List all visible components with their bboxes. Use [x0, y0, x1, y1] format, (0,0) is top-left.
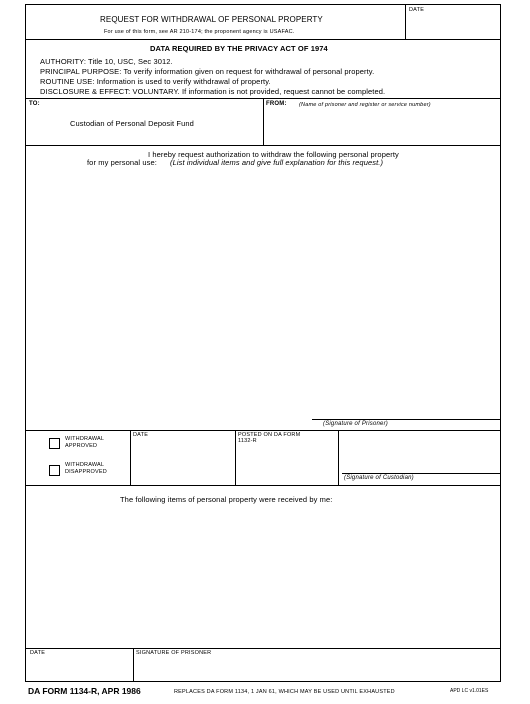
bottom-date-field[interactable]: [28, 658, 132, 681]
posted-label-line2: 1132-R: [238, 438, 257, 444]
custodian-signature-line: [342, 473, 501, 474]
to-from-divider: [263, 98, 264, 145]
posted-label-line1: POSTED ON DA FORM: [238, 432, 301, 438]
custodian-signature-label: (Signature of Custodian): [344, 475, 414, 481]
receipt-text: The following items of personal property were received by me:: [120, 495, 333, 504]
form-number: DA FORM 1134-R, APR 1986: [28, 686, 141, 696]
approval-date-label: DATE: [133, 432, 149, 438]
version-label: APD LC v1.01ES: [450, 688, 489, 694]
header-date-label: DATE: [409, 7, 425, 13]
request-instruction: (List individual items and give full explanation for this request.): [170, 158, 384, 167]
replaces-note: REPLACES DA FORM 1134, 1 JAN 61, WHICH MAY BE USED UNTIL EXHAUSTED: [174, 689, 395, 695]
prisoner-signature-line: [312, 419, 501, 420]
privacy-routine-use: ROUTINE USE: Information is used to verify withdrawal of property.: [40, 77, 271, 86]
prisoner-signature-label: (Signature of Prisoner): [323, 421, 388, 427]
divider: [25, 485, 501, 486]
approval-divider: [130, 430, 131, 485]
bottom-signature-label: SIGNATURE OF PRISONER: [136, 650, 212, 656]
header-date-field[interactable]: [406, 14, 500, 38]
privacy-heading: DATA REQUIRED BY THE PRIVACY ACT OF 1974: [150, 44, 328, 53]
bottom-signature-field[interactable]: [135, 658, 499, 681]
approval-divider: [338, 430, 339, 485]
disapproved-label-line1: WITHDRAWAL: [65, 462, 105, 468]
from-field[interactable]: [266, 110, 498, 143]
approved-label-line1: WITHDRAWAL: [65, 436, 105, 442]
posted-field[interactable]: [237, 446, 337, 484]
to-label: TO:: [29, 101, 40, 107]
privacy-purpose: PRINCIPAL PURPOSE: To verify information given on request for withdrawal of personal property.: [40, 67, 375, 76]
divider: [25, 648, 501, 649]
from-hint: (Name of prisoner and register or service number): [299, 102, 431, 108]
privacy-disclosure: DISCLOSURE & EFFECT: VOLUNTARY. If information is not provided, request cannot be completed.: [40, 87, 386, 96]
divider: [25, 39, 501, 40]
request-line2: for my personal use:: [87, 158, 157, 167]
withdrawal-approved-checkbox[interactable]: [49, 438, 60, 449]
privacy-authority: AUTHORITY: Title 10, USC, Sec 3012.: [40, 57, 173, 66]
from-label: FROM:: [266, 101, 287, 107]
form-title: REQUEST FOR WITHDRAWAL OF PERSONAL PROPERTY: [100, 15, 323, 24]
approval-divider: [235, 430, 236, 485]
divider: [25, 430, 501, 431]
approval-date-field[interactable]: [132, 440, 234, 484]
withdrawal-disapproved-checkbox[interactable]: [49, 465, 60, 476]
request-line1: I hereby request authorization to withdraw the following personal property: [148, 150, 399, 159]
approved-label-line2: APPROVED: [65, 443, 98, 449]
bottom-date-label: DATE: [30, 650, 46, 656]
to-value: Custodian of Personal Deposit Fund: [70, 119, 194, 128]
received-items-field[interactable]: [30, 508, 496, 646]
divider: [25, 145, 501, 146]
bottom-divider: [133, 648, 134, 682]
form-subtitle: For use of this form, see AR 210-174; the proponent agency is USAFAC.: [104, 29, 295, 35]
disapproved-label-line2: DISAPPROVED: [65, 469, 107, 475]
request-items-field[interactable]: [30, 170, 496, 415]
